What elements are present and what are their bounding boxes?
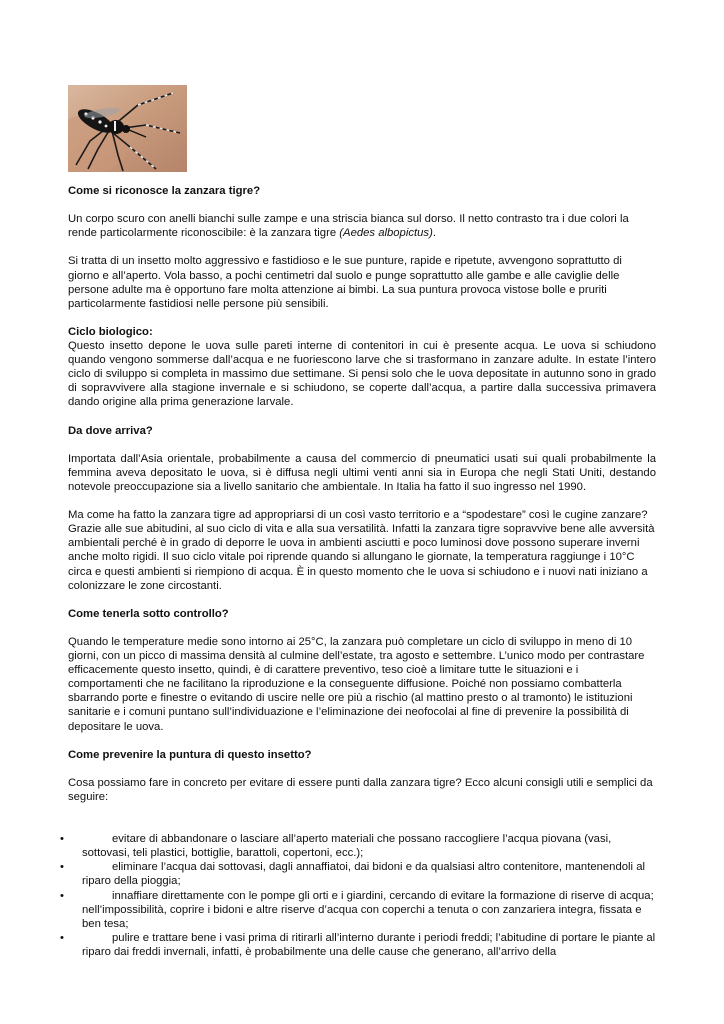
list-item xyxy=(60,832,656,860)
heading-recognize: Come si riconosce la zanzara tigre? xyxy=(68,185,261,197)
list-item-first-line: eliminare l’acqua dai sottovasi, dagli annaffiatoi, dai bidoni e da qualsiasi altro contenitore, xyxy=(112,861,563,874)
list-item-rest: piante al riparo dai freddi invernali, infatti, è probabilmente una delle cause che generano, all’arrivo della xyxy=(82,931,656,958)
list-item-rest: sottovasi, teli plastici, bottiglie, barattoli, copertoni, ecc.); xyxy=(82,847,364,860)
paragraph-description xyxy=(68,212,656,240)
paragraph-control: Quando le temperature medie sono intorno ai 25°C, la zanzara può completare un ciclo di sviluppo in meno di 10 giorni, con un picco di massima densità al culmine dell’estate, tra agosto e settembre. L’unico modo per contrastare efficacemente questo insetto, quindi, è di carattere preventivo, teso cioè a limitare tutte le situazioni e i comportamenti che ne facilitano la riproduzione e la conseguente diffusione. Poiché non possiamo combatterla sbarrando porte e finestre o evitando di uscire nelle ore più a rischio (al mattino presto o al tramonto) le istituzioni sanitarie e i comuni puntano sull’individuazione e l’eliminazione dei neofocolai al fine di prevenire la possibilità di depositare le uova. xyxy=(68,636,645,733)
list-item-first-line: evitare di abbandonare o lasciare all’aperto materiali che possano raccogliere l’acqua piovana (vasi, xyxy=(112,833,612,846)
heading-control: Come tenerla sotto controllo? xyxy=(68,607,229,620)
bullet-marker: • xyxy=(60,889,64,902)
list-item xyxy=(60,889,656,931)
list-item xyxy=(60,931,656,959)
list-item xyxy=(60,860,656,888)
bullet-marker: • xyxy=(60,931,64,944)
paragraph-spread: Ma come ha fatto la zanzara tigre ad appropriarsi di un così vasto territorio e a “spodestare” così le cugine zanzare? Grazie alle sue abitudini, al suo ciclo di vita e alla sua versatilità. Infatti la zanzara tigre sopravvive bene alle avversità ambientali perché è in grado di deporre le uova in ambienti asciutti e poco luminosi dove possono superare inverni anche molto rigidi. Il suo ciclo vitale poi riprende quando si allungano le giornate, la temperatura raggiunge i 10°C circa e questi ambienti si riempiono di acqua. È in questo momento che le uova si schiudono e i nuovi nati iniziano a colonizzare le zone circostanti. xyxy=(68,509,655,592)
tips-list xyxy=(60,832,656,959)
paragraph-description-end: . xyxy=(432,227,436,240)
list-item-rest: mantenendoli al riparo della pioggia; xyxy=(82,861,645,888)
bullet-marker: • xyxy=(60,861,64,874)
list-item-first-line: innaffiare direttamente con le pompe gli orti e i giardini, cercando di evitare la formazione di riserve xyxy=(112,889,605,902)
paragraph-behavior: Si tratta di un insetto molto aggressivo e fastidioso e le sue punture, rapide e ripetute, avvengono soprattutto di giorno e all’aperto. Vola basso, a pochi centimetri dal suolo e punge soprattutto alle gambe e alle caviglie delle persone adulte ma è opportuno fare molta attenzione ai bimbi. La sua puntura provoca vistose bolle e pruriti particolarmente fastidiosi nelle persone più sensibili. xyxy=(68,255,622,310)
scientific-name: (Aedes albopictus) xyxy=(339,227,433,240)
mosquito-photo xyxy=(68,85,187,172)
paragraph-life-cycle: Questo insetto depone le uova sulle pareti interne di contenitori in cui è presente acqua. Le uova si schiudono quando vengono sommerse dall’acqua e ne fuoriescono larve che si trasformano in zanzare adulte. In estate l’intero ciclo di sviluppo si completa in massimo due settimane. Si pensi solo che le uova depositate in autunno sono in grado di sopravvivere alla stagione invernale e si schiudono, se coperte dall’acqua, a partire dalla successiva primavera dando origine alla prima generazione larvale. xyxy=(68,340,656,409)
bullet-marker: • xyxy=(60,833,64,846)
list-item-first-line: pulire e trattare bene i vasi prima di ritirarli all’interno durante i periodi freddi; l’abitudine di portare le xyxy=(112,931,610,944)
list-item-rest: di acqua; nell’impossibilità, coprire i bidoni e altre riserve d’acqua con coperchi a tenuta o con zanzariera integra, fissata e ben tesa; xyxy=(82,889,654,930)
paragraph-description-text: Un corpo scuro con anelli bianchi sulle zampe e una striscia bianca sul dorso. Il netto contrasto tra i due colori la rende particolarmente riconoscibile: è la zanzara tigre xyxy=(68,213,629,240)
heading-prevention: Come prevenire la puntura di questo insetto? xyxy=(68,748,312,761)
article-body xyxy=(60,184,656,959)
heading-origin: Da dove arriva? xyxy=(68,424,153,437)
heading-life-cycle: Ciclo biologico: xyxy=(68,325,153,338)
paragraph-prevention: Cosa possiamo fare in concreto per evitare di essere punti dalla zanzara tigre? Ecco alcuni consigli utili e semplici da seguire: xyxy=(68,776,653,804)
mosquito-icon xyxy=(68,85,187,172)
paragraph-origin: Importata dall’Asia orientale, probabilmente a causa del commercio di pneumatici usati sui quali probabilmente la femmina aveva depositato le uova, si è diffusa negli ultimi venti anni sia in Europa che negli Stati Uniti, destando notevole preoccupazione sia a livello sanitario che ambientale. In Italia ha fatto il suo ingresso nel 1990. xyxy=(68,452,656,493)
